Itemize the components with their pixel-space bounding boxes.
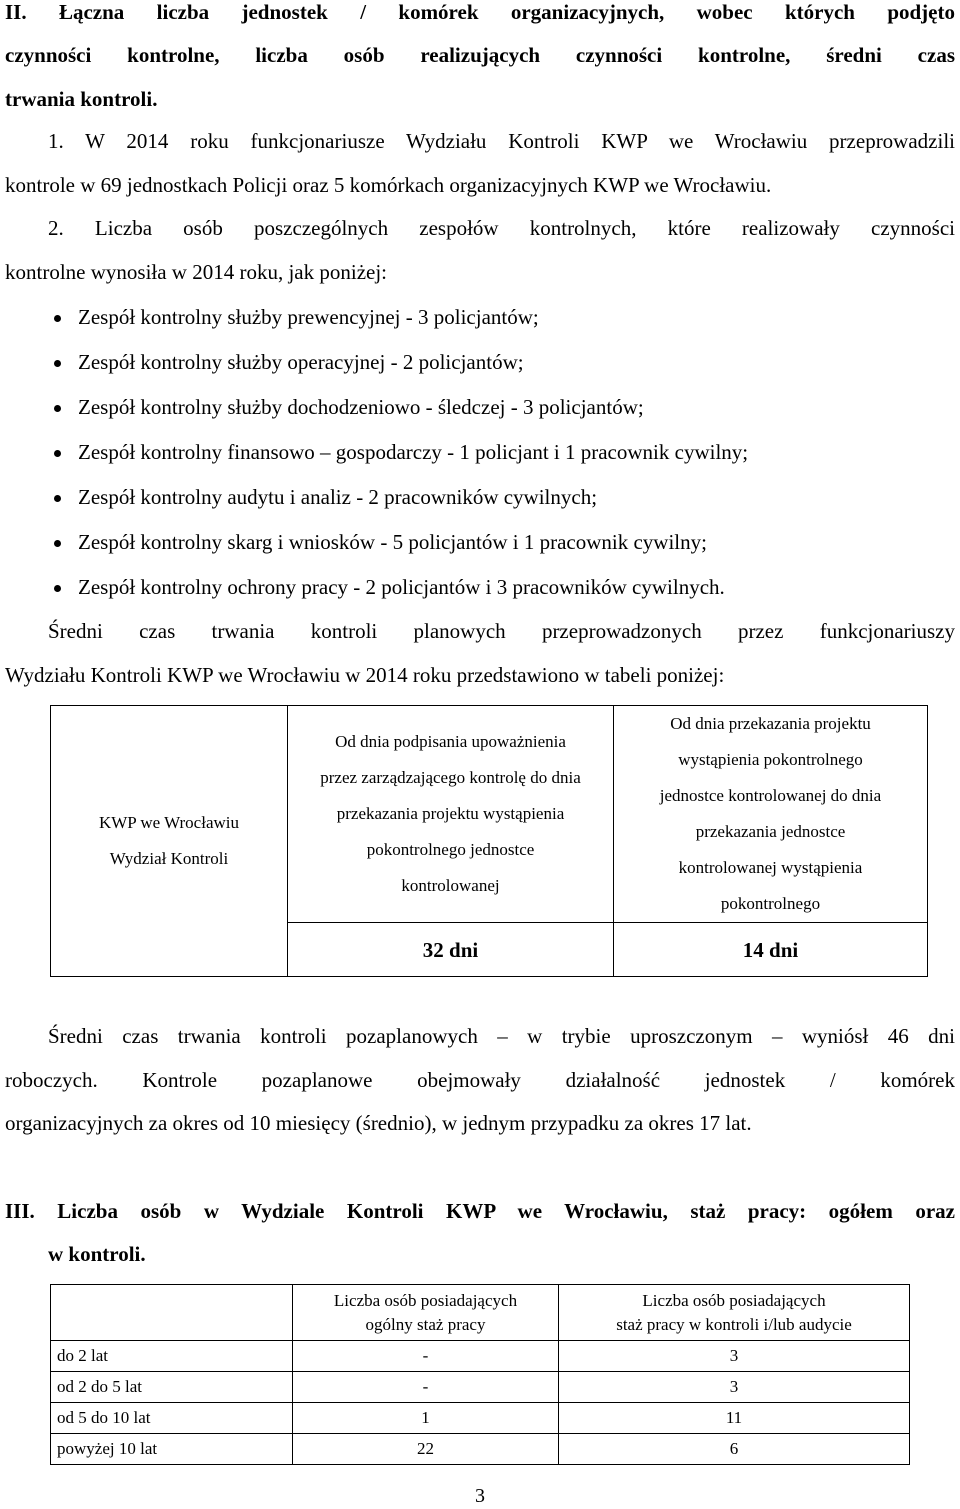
- table-row: [51, 1341, 910, 1372]
- paragraph-line: Wydziału Kontroli KWP we Wrocławiu w 2014 roku przedstawiono w tabeli poniżej:: [5, 663, 725, 687]
- table-header-cell: [559, 1285, 910, 1341]
- table-cell-text: jednostce kontrolowanej do dnia: [659, 786, 882, 805]
- bullet-icon: [54, 315, 61, 322]
- table-cell: -: [293, 1372, 559, 1403]
- seniority-table: [50, 1284, 910, 1465]
- list-item-text: Zespół kontrolny służby dochodzeniowo - śledczej - 3 policjantów;: [78, 395, 644, 419]
- bullet-icon: [54, 585, 61, 592]
- table-cell-text: przez zarządzającego kontrolę do dnia: [320, 768, 581, 787]
- bullet-icon: [54, 495, 61, 502]
- table-header-cell: [288, 706, 614, 923]
- table-cell-text: KWP we Wrocławiu: [98, 813, 239, 832]
- table-cell: 6: [559, 1434, 910, 1465]
- table-cell-text: kontrolowanej: [401, 876, 500, 895]
- table-row-label: [51, 706, 288, 977]
- heading-line: II. Łączna liczba jednostek / komórek organizacyjnych, wobec których podjęto: [5, 0, 955, 24]
- list-item-text: Zespół kontrolny finansowo – gospodarczy - 1 policjant i 1 pracownik cywilny;: [78, 440, 749, 464]
- table-value-cell: 14 dni: [614, 923, 928, 977]
- table-cell-text: Od dnia podpisania upoważnienia: [335, 732, 566, 751]
- table-cell: 3: [559, 1341, 910, 1372]
- table-value-cell: 32 dni: [288, 923, 614, 977]
- bullet-icon: [54, 450, 61, 457]
- table-cell-text: Od dnia przekazania projektu: [670, 714, 871, 733]
- heading-line: trwania kontroli.: [5, 87, 158, 111]
- table-row-label: do 2 lat: [51, 1341, 293, 1372]
- control-duration-table: [50, 705, 928, 977]
- table-cell-text: staż pracy w kontroli i/lub audycie: [616, 1314, 852, 1334]
- list-item-text: Zespół kontrolny skarg i wniosków - 5 policjantów i 1 pracownik cywilny;: [78, 530, 707, 554]
- table-row-label: od 2 do 5 lat: [51, 1372, 293, 1403]
- paragraph-line: Średni czas trwania kontroli pozaplanowych – w trybie uproszczonym – wyniósł 46 dni: [48, 1024, 955, 1048]
- table-header-cell: [51, 1285, 293, 1341]
- table-cell-text: Liczba osób posiadających: [333, 1290, 518, 1310]
- list-item-text: Zespół kontrolny ochrony pracy - 2 policjantów i 3 pracowników cywilnych.: [78, 575, 725, 599]
- table-row: [51, 1434, 910, 1465]
- paragraph-line: kontrole w 69 jednostkach Policji oraz 5 komórkach organizacyjnych KWP we Wrocławiu.: [5, 173, 772, 197]
- table-row-label: powyżej 10 lat: [51, 1434, 293, 1465]
- table-cell-text: wystąpienia pokontrolnego: [678, 750, 863, 769]
- table-cell-text: Liczba osób posiadających: [642, 1290, 826, 1310]
- table-header-cell: [293, 1285, 559, 1341]
- table-cell-text: pokontrolnego: [720, 894, 821, 913]
- table-cell: 3: [559, 1372, 910, 1403]
- table-cell: 1: [293, 1403, 559, 1434]
- heading-line: czynności kontrolne, liczba osób realizujących czynności kontrolne, średni czas: [5, 43, 955, 67]
- table-cell: 11: [559, 1403, 910, 1434]
- table-row: [51, 1403, 910, 1434]
- table-cell-text: ogólny staż pracy: [365, 1314, 486, 1334]
- paragraph-line: 1. W 2014 roku funkcjonariusze Wydziału Kontroli KWP we Wrocławiu przeprowadzili: [48, 129, 955, 153]
- table-cell-text: pokontrolnego jednostce: [366, 840, 535, 859]
- bullet-icon: [54, 540, 61, 547]
- table-cell-text: przekazania projektu wystąpienia: [336, 804, 565, 823]
- table-row-label: od 5 do 10 lat: [51, 1403, 293, 1434]
- page-number: 3: [475, 1485, 485, 1507]
- bullet-icon: [54, 360, 61, 367]
- heading-line: w kontroli.: [48, 1242, 146, 1266]
- table-cell-text: przekazania jednostce: [695, 822, 846, 841]
- table-cell-text: Wydział Kontroli: [109, 849, 229, 868]
- table-cell: 22: [293, 1434, 559, 1465]
- table-header-cell: [614, 706, 928, 923]
- list-item-text: Zespół kontrolny służby operacyjnej - 2 policjantów;: [78, 350, 524, 374]
- table-cell: -: [293, 1341, 559, 1372]
- table-row: [51, 1372, 910, 1403]
- list-item-text: Zespół kontrolny służby prewencyjnej - 3 policjantów;: [78, 305, 539, 329]
- paragraph-line: 2. Liczba osób poszczególnych zespołów kontrolnych, które realizowały czynności: [48, 216, 955, 240]
- bullet-icon: [54, 405, 61, 412]
- list-item-text: Zespół kontrolny audytu i analiz - 2 pracowników cywilnych;: [78, 485, 598, 509]
- paragraph-line: kontrolne wynosiła w 2014 roku, jak poniżej:: [5, 260, 388, 284]
- paragraph-line: Średni czas trwania kontroli planowych przeprowadzonych przez funkcjonariuszy: [48, 619, 955, 643]
- table-cell-text: kontrolowanej wystąpienia: [678, 858, 863, 877]
- paragraph-line: roboczych. Kontrole pozaplanowe obejmowały działalność jednostek / komórek: [5, 1068, 955, 1092]
- heading-line: III. Liczba osób w Wydziale Kontroli KWP we Wrocławiu, staż pracy: ogółem oraz: [5, 1199, 955, 1223]
- paragraph-line: organizacyjnych za okres od 10 miesięcy (średnio), w jednym przypadku za okres 17 lat.: [5, 1111, 752, 1135]
